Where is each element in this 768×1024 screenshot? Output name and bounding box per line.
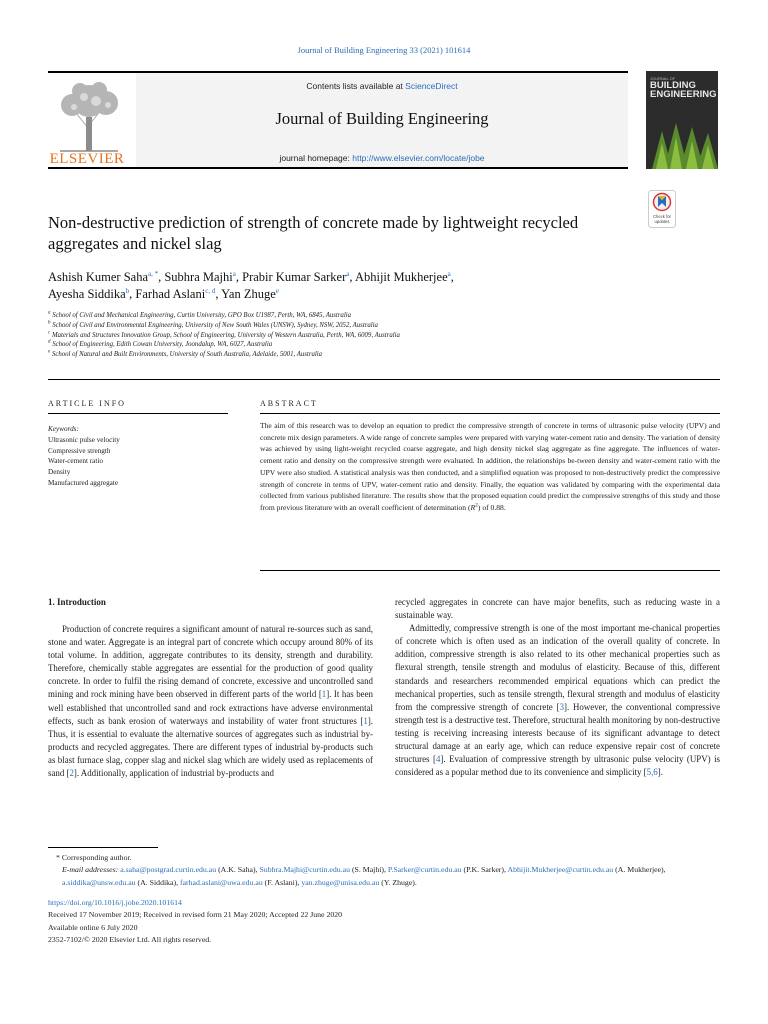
affil-mark-text: a, * xyxy=(148,269,159,278)
author[interactable]: Ashish Kumer Saha xyxy=(48,270,148,284)
affiliation-mark: e xyxy=(48,349,51,355)
author-affil-mark[interactable] xyxy=(346,270,349,278)
article-info-rule xyxy=(48,413,228,414)
section-divider xyxy=(48,379,720,380)
affil-mark-text: a xyxy=(232,269,236,278)
email-link[interactable]: a.siddika@unsw.edu.au xyxy=(62,877,136,887)
doi-link[interactable]: https://doi.org/10.1016/j.jobe.2020.101614 xyxy=(48,898,182,907)
svg-text:updates: updates xyxy=(654,219,670,224)
email-owner: (F. Aslani), xyxy=(262,877,302,887)
paragraph xyxy=(395,622,720,779)
email-owner: (S. Majhi), xyxy=(350,865,388,875)
keywords-label: Keywords: xyxy=(48,425,79,433)
email-owner: (A. Siddika), xyxy=(135,877,180,887)
body-text: ]. Evaluation of compressive strength by ultrasonic pulse velocity (UPV) is considered as a popular method due to its convenience and simplicity [ xyxy=(395,754,720,778)
author-affil-mark[interactable] xyxy=(148,270,158,278)
affiliation xyxy=(48,350,648,360)
cover-graphic xyxy=(646,71,718,169)
keyword: Density xyxy=(48,468,71,477)
body-text: Production of concrete requires a significant amount of natural re-sources such as sand, stone and water. Aggregate is an integral part of concrete which occupy around 80% of its total volume. In addition, aggregate contributes to its density, strength and durability. Therefore, chemically stable aggregates are essential for the production of good quality concrete. In order to fulfil the rising demand of concrete, excessive and uncontrolled sand mining and rock mining have been observed in different parts of the world [ xyxy=(48,624,373,700)
footnote-rule xyxy=(48,847,158,848)
section-heading-introduction: 1. Introduction xyxy=(48,597,106,607)
affiliation xyxy=(48,340,648,350)
author[interactable]: Abhijit Mukherjee xyxy=(354,270,448,284)
author-affil-mark[interactable] xyxy=(126,287,130,295)
affiliation-mark: b xyxy=(48,320,51,326)
email-owner: (A. Mukherjee), xyxy=(613,865,666,875)
citation-link[interactable]: 4 xyxy=(435,754,441,765)
author[interactable]: Farhad Aslani xyxy=(135,287,206,301)
email-addresses xyxy=(48,864,720,889)
affiliation xyxy=(48,331,648,341)
r-squared-symbol: R xyxy=(470,502,476,512)
affil-mark-text: e xyxy=(275,286,279,295)
svg-text:Check for: Check for xyxy=(653,214,671,219)
elsevier-wordmark: ELSEVIER xyxy=(49,151,125,167)
body-text: ]. However, the conventional compressive strength test is a destructive test. Therefore, structural health monitoring by non-destructive testing is receiving increasing interests because of its significant advantage to detect structural damage at an early age, which can reduce expensive repair cost of concrete structures [ xyxy=(395,701,721,765)
citation-link[interactable]: 5,6 xyxy=(646,767,658,778)
citation-link[interactable]: 1 xyxy=(363,715,368,726)
footnotes xyxy=(48,852,720,889)
keyword: Compressive strength xyxy=(48,446,111,455)
citation-link[interactable]: 3 xyxy=(559,701,564,712)
affil-mark-text: a xyxy=(447,269,451,278)
email-link[interactable]: a.saha@postgrad.curtin.edu.au xyxy=(120,865,217,875)
contents-line xyxy=(136,81,628,91)
abstract-bottom-rule xyxy=(260,570,720,571)
email-owner: (Y. Zhuge). xyxy=(379,877,417,887)
keywords-block xyxy=(48,424,238,489)
email-link[interactable]: P.Sarker@curtin.edu.au xyxy=(387,865,462,875)
article-title: Non-destructive prediction of strength of concrete made by lightweight recycled aggregates and nickel slag xyxy=(48,213,579,253)
sciencedirect-link[interactable]: ScienceDirect xyxy=(405,81,458,91)
author-affil-mark[interactable] xyxy=(448,270,451,278)
body-text: Admittedly, compressive strength is one of the most important me-chanical properties of concrete which is often used as an indication of the overall quality of concrete. In addition, compressive strength is also related to its other mechanical properties such as flexural strength, tensile strength and modulus of elasticity. Because of this, different standards and researchers recommended empirical equations which can predict the mechanical properties, such as tensile strength, flexural strength and modulus of elasticity from the compressive strength of concrete [ xyxy=(395,623,720,712)
masthead xyxy=(48,71,628,169)
abstract-text xyxy=(260,420,720,514)
abstract-heading: ABSTRACT xyxy=(260,399,318,408)
keyword: Ultrasonic pulse velocity xyxy=(48,435,120,444)
body-column-left xyxy=(48,623,373,780)
email-link[interactable]: Abhijit.Mukherjee@curtin.edu.au xyxy=(507,865,614,875)
author[interactable]: Prabir Kumar Sarker xyxy=(242,270,347,284)
affiliation xyxy=(48,311,648,321)
affiliation xyxy=(48,321,648,331)
affil-mark-text: b xyxy=(125,286,130,295)
cover-title: BUILDING ENGINEERING xyxy=(650,80,717,100)
citation-link[interactable]: 1 xyxy=(321,689,327,700)
citation-link[interactable]: 2 xyxy=(69,768,74,779)
affiliation-text: School of Civil and Mechanical Engineering, Curtin University, GPO Box U1987, Perth, WA, 6845, Australia xyxy=(52,312,352,319)
email-link[interactable]: yan.zhuge@unisa.edu.au xyxy=(301,877,380,887)
r-squared-power: 2 xyxy=(475,502,478,509)
copyright: 2352-7102/© 2020 Elsevier Ltd. All rights reserved. xyxy=(48,934,212,944)
affiliation-text: School of Natural and Built Environments, University of South Australia, Adelaide, 5001, Australia xyxy=(51,351,323,359)
email-owner: (A.K. Saha), xyxy=(216,865,260,875)
affil-mark-text: c, d xyxy=(205,286,216,295)
homepage-link[interactable]: http://www.elsevier.com/locate/jobe xyxy=(352,153,485,163)
paragraph: recycled aggregates in concrete can have major benefits, such as reducing waste in a sustainable way. xyxy=(395,597,720,621)
affiliation-list xyxy=(48,311,648,360)
journal-name: Journal of Building Engineering xyxy=(275,109,489,128)
affiliation-text: School of Engineering, Edith Cowan University, Joondalup, WA, 6027, Australia xyxy=(52,341,273,349)
email-label: E-mail addresses: xyxy=(62,865,119,875)
author-list: Ashish Kumer Saha$^{a, *}$, Subhra Majhi$^a$, Prabir Kumar Sarker$^a$, Abhijit Mukherjee$^a$, Ayesha Siddika$^b$, Farhad Aslani$^{c, d}$, Yan Zhuge$^e$ xyxy=(48,269,454,301)
corresponding-author-note: * Corresponding author. xyxy=(56,853,132,862)
tree-icon xyxy=(50,79,128,153)
keyword: Manufactured aggregate xyxy=(48,478,119,487)
check-for-updates-badge[interactable] xyxy=(648,190,676,228)
homepage-prefix: journal homepage: xyxy=(279,153,353,163)
affiliation-mark: c xyxy=(48,330,51,336)
author-affil-mark[interactable] xyxy=(233,270,236,278)
author[interactable]: Ayesha Siddika xyxy=(48,287,126,301)
body-text: ]. Additionally, application of industrial by-products and xyxy=(73,768,274,779)
crossmark-icon xyxy=(648,190,676,228)
journal-reference[interactable]: Journal of Building Engineering 33 (2021) 101614 xyxy=(297,45,471,55)
available-online: Available online 6 July 2020 xyxy=(48,922,138,932)
author-affil-mark[interactable] xyxy=(276,287,279,295)
email-owner: (P.K. Sarker), xyxy=(461,865,508,875)
article-info-heading: ARTICLE INFO xyxy=(48,399,126,408)
body-text: ]. xyxy=(657,767,663,778)
affiliation-text: Materials and Structures Innovation Group, School of Engineering, University of Western Australia, Perth, WA, 6009, Australia xyxy=(51,331,400,339)
masthead-center xyxy=(136,73,628,167)
author-affil-mark[interactable] xyxy=(205,287,215,295)
email-link[interactable]: farhad.aslani@uwa.edu.au xyxy=(180,877,263,887)
author[interactable]: Yan Zhuge xyxy=(221,287,276,301)
contents-prefix: Contents lists available at xyxy=(306,81,406,91)
keyword: Water-cement ratio xyxy=(48,457,103,466)
homepage-line xyxy=(136,153,628,163)
body-text: ]. Thus, it is essential to evaluate the alternative sources of aggregates such as industrial by-products and recycled aggregates. There are different types of industrial by-products such as blast furnace slag, copper slag and nickel slag which are widely used as replacements of sand [ xyxy=(48,715,373,779)
cover-subtitle: JOURNAL OF xyxy=(650,76,676,81)
abstract-rule xyxy=(260,413,720,414)
email-link[interactable]: Subhra.Majhi@curtin.edu.au xyxy=(259,865,350,875)
body-column-right xyxy=(395,596,720,779)
received-dates: Received 17 November 2019; Received in revised form 21 May 2020; Accepted 22 June 2020 xyxy=(48,910,343,920)
author[interactable]: Subhra Majhi xyxy=(164,270,233,284)
journal-cover-thumbnail[interactable] xyxy=(646,71,718,169)
publication-info xyxy=(48,897,720,946)
affiliation-mark: a xyxy=(48,310,51,316)
abstract-body: The aim of this research was to develop an equation to predict the compressive strength of concrete in terms of ultrasonic pulse velocity (UPV) and concrete mix design parameters. A wide range of concrete samples were prepared with varying water-cement ratio and density. The variation of density was achieved by using light-weight recycled coarse aggregate, and high density nickel slag aggregate as fine aggregate. The influences of water-cement ratio and density on the compressive strength were evaluated. In addition, the relationships be-tween density and water-cement ratio with the UPV were also studied. A statistical analysis was then conducted, and a simplified equation was proposed to non-destructively predict the compressive strength of concrete in terms of UPV, water-cement ratio and density. Finally, the equation was validated by comparing with the experimental data collected from various published literature. The results show that the proposed equation could predict the compressive strengths of this study and those from previous literature with an overall coefficient of determination ( xyxy=(260,421,720,512)
body-text: ]. It has been well established that uncontrolled sand and rock extractions have adverse environmental effects, such as bank erosion of waterways and instability of water front structures [ xyxy=(48,689,373,726)
abstract-end: ) of 0.88. xyxy=(477,502,506,512)
affiliation-text: School of Civil and Environmental Engineering, University of New South Wales (UNSW), Sydney, NSW, 2052, Australia xyxy=(52,321,378,329)
affiliation-mark: d xyxy=(48,340,51,346)
affil-mark-text: a xyxy=(346,269,350,278)
